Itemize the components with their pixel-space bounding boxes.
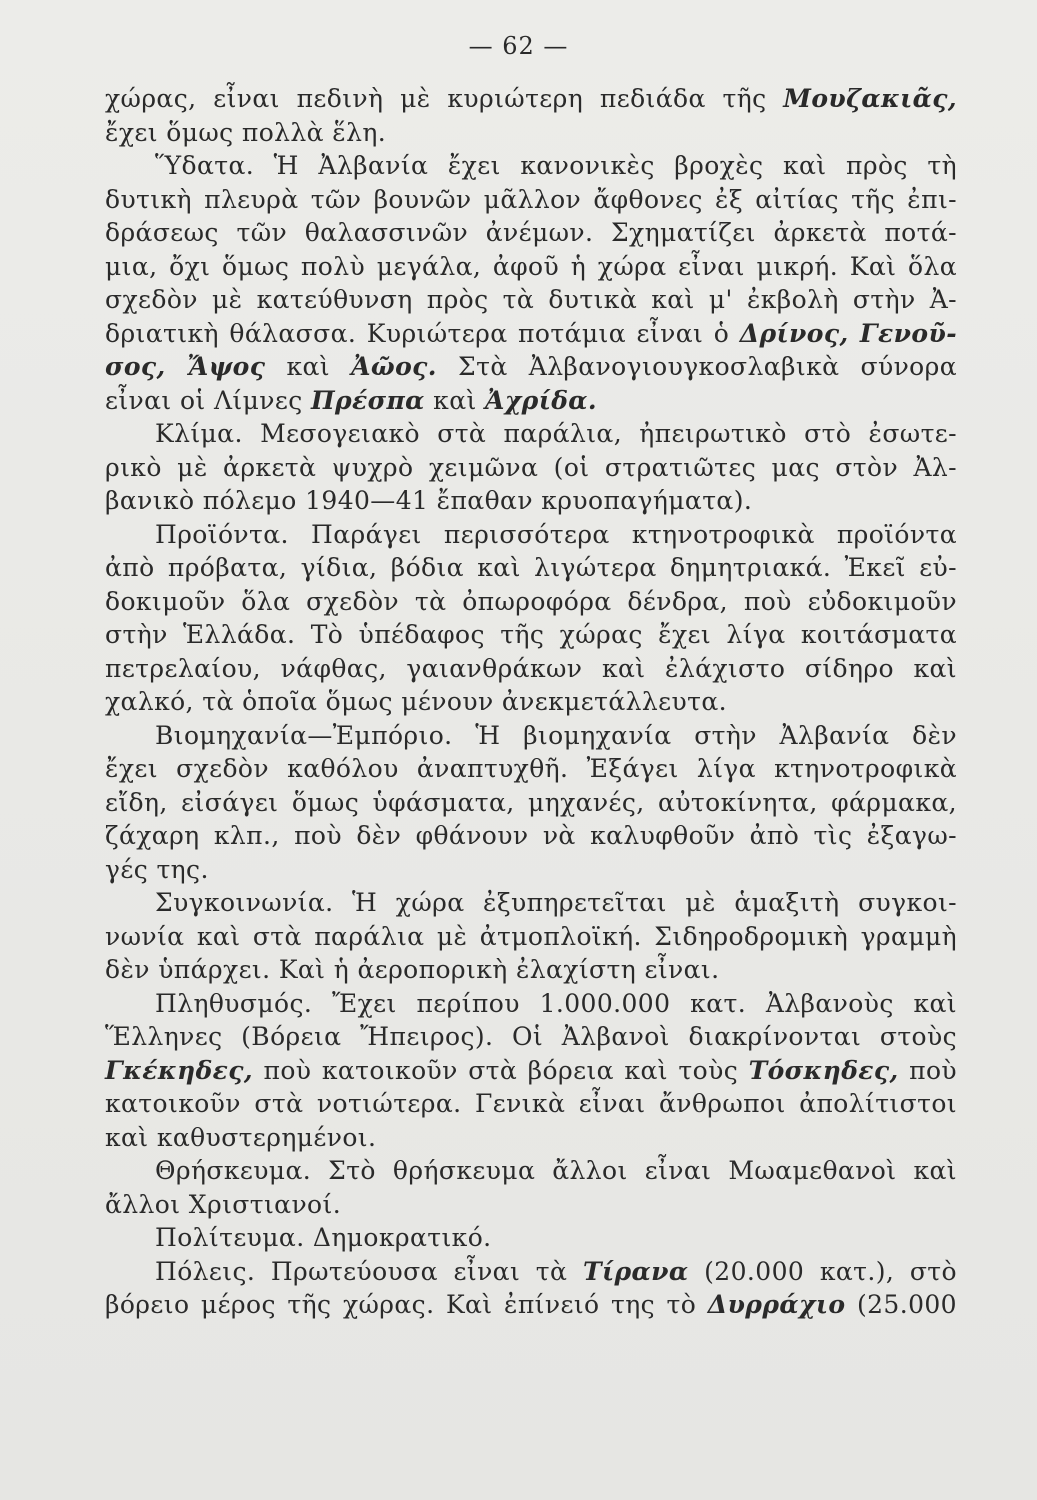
text-run: καὶ [424, 385, 486, 415]
text-line [105, 1154, 957, 1188]
emphasized-term: Δρίνος, Γενοῦ- [739, 318, 957, 348]
text-line [105, 920, 957, 954]
text-run: ποὺ κατοικοῦν στὰ βόρεια καὶ τοὺς [253, 1055, 749, 1085]
emphasized-term: Γκέκηδες, [105, 1055, 253, 1085]
text-line [105, 82, 957, 116]
text-run: καὶ [265, 352, 352, 381]
text-run: Μεσογειακὸ στὰ παράλια, ἠπειρωτικὸ στὸ ἐσωτε- [242, 419, 957, 448]
text-line [105, 518, 957, 552]
text-line [105, 953, 957, 987]
text-run: νωνία καὶ στὰ παράλια μὲ ἀτμοπλοϊκή. Σιδηροδρομικὴ γραμμὴ [105, 921, 957, 951]
text-run: χαλκό, τὰ ὁποῖα ὅμως μένουν ἀνεκμετάλλευτα. [105, 687, 727, 716]
text-run: δριατικὴ θάλασσα. Κυριώτερα ποτάμια εἶναι ὁ [105, 318, 740, 348]
text-run: πετρελαίου, νάφθας, γαιανθράκων καὶ ἐλάχιστο σίδηρο καὶ [105, 653, 957, 683]
text-run: (20.000 κατ.), στὸ [688, 1256, 957, 1286]
text-line [105, 551, 957, 585]
body-text [105, 82, 957, 1322]
text-line [105, 585, 957, 619]
text-line [105, 1087, 957, 1121]
text-line [105, 1255, 957, 1289]
text-run: ἔχει ὅμως πολλὰ ἕλη. [105, 117, 387, 147]
section-heading: Πληθυσμός. [155, 988, 313, 1018]
text-run: καὶ καθυστερημένοι. [105, 1122, 377, 1152]
text-line [105, 1054, 957, 1088]
emphasized-term: σος, Ἄψος [105, 352, 266, 381]
text-run: ποὺ [898, 1055, 957, 1085]
text-line [105, 786, 957, 820]
text-run: γές της. [105, 854, 209, 884]
text-line [105, 116, 957, 150]
text-line [105, 216, 957, 250]
text-run: (25.000 [845, 1290, 957, 1319]
text-line [105, 819, 957, 853]
emphasized-term: Πρέσπα [311, 385, 425, 415]
text-run: μια, ὄχι ὅμως πολὺ μεγάλα, ἀφοῦ ἡ χώρα εἶναι μικρή. Καὶ ὅλα [105, 251, 957, 281]
text-run: ἀπὸ πρόβατα, γίδια, βόδια καὶ λιγώτερα δημητριακά. Ἐκεῖ εὐ- [105, 553, 957, 582]
text-line [105, 250, 957, 284]
emphasized-term: Μουζακιᾶς, [783, 84, 957, 113]
text-run: Ἡ χώρα ἐξυπηρετεῖται μὲ ἁμαξιτὴ συγκοι- [333, 888, 957, 917]
text-run: ἔχει σχεδὸν καθόλου ἀναπτυχθῆ. Ἐξάγει λίγα κτηνοτροφικὰ [105, 754, 957, 783]
page-number: — 62 — [468, 32, 569, 60]
emphasized-term: Ἀχρίδα. [485, 385, 598, 415]
text-run: ζάχαρη κλπ., ποὺ δὲν φθάνουν νὰ καλυφθοῦν ἀπὸ τὶς ἐξαγω- [105, 821, 957, 850]
text-line [105, 987, 957, 1021]
text-line [105, 1020, 957, 1054]
text-run: ρικὸ μὲ ἀρκετὰ ψυχρὸ χειμῶνα (οἱ στρατιῶτες μας στὸν Ἀλ- [105, 452, 957, 482]
text-line [105, 1121, 957, 1155]
text-run: Πρωτεύουσα εἶναι τὰ [255, 1256, 583, 1286]
text-line [105, 417, 957, 451]
text-run: Παράγει περισσότερα κτηνοτροφικὰ προϊόντα [288, 519, 957, 549]
text-line [105, 685, 957, 719]
text-line [105, 886, 957, 920]
text-line [105, 853, 957, 887]
text-run: δράσεως τῶν θαλασσινῶν ἀνέμων. Σχηματίζει ἀρκετὰ ποτά- [105, 218, 957, 247]
text-run: βανικὸ πόλεμο 1940—41 ἔπαθαν κρυοπαγήματα). [105, 486, 753, 515]
text-line [105, 719, 957, 753]
text-line [105, 384, 957, 418]
text-line [105, 652, 957, 686]
text-line [105, 183, 957, 217]
text-line [105, 283, 957, 317]
text-line [105, 752, 957, 786]
text-run: χώρας, εἶναι πεδινὴ μὲ κυριώτερη πεδιάδα τῆς [105, 84, 784, 113]
section-heading: Πόλεις. [155, 1256, 256, 1286]
text-run: σχεδὸν μὲ κατεύθυνση πρὸς τὰ δυτικὰ καὶ μ' ἐκβολὴ στὴν Ἀ- [105, 285, 957, 314]
text-run: εἶναι οἱ Λίμνες [105, 385, 311, 415]
emphasized-term: Δυρράχιο [707, 1290, 846, 1319]
emphasized-term: Τόσκηδες, [748, 1055, 899, 1085]
text-run: στὴν Ἑλλάδα. Τὸ ὑπέδαφος τῆς χώρας ἔχει λίγα κοιτάσματα [105, 620, 957, 649]
text-line [105, 1288, 957, 1322]
emphasized-term: Ἀῶος. [351, 352, 437, 381]
text-run: Ἡ Ἀλβανία ἔχει κανονικὲς βροχὲς καὶ πρὸς τὴ [254, 151, 957, 180]
section-heading: Ὕδατα. [155, 151, 255, 180]
text-run: κατοικοῦν στὰ νοτιώτερα. Γενικὰ εἶναι ἄνθρωποι ἀπολίτιστοι [105, 1089, 957, 1118]
emphasized-term: Τίρανα [582, 1256, 689, 1286]
section-heading: Βιομηχανία—Ἐμπόριο. [155, 720, 453, 750]
text-run: Δημοκρατικό. [304, 1223, 492, 1252]
text-run: Ἔχει περίπου 1.000.000 κατ. Ἀλβανοὺς καὶ [312, 988, 957, 1018]
text-line [105, 1221, 957, 1255]
section-heading: Προϊόντα. [155, 519, 289, 549]
text-run: Στὰ Ἀλβανογιουγκοσλαβικὰ σύνορα [436, 352, 957, 381]
text-line [105, 317, 957, 351]
text-run: δὲν ὑπάρχει. Καὶ ἡ ἀεροπορικὴ ἐλαχίστη εἶναι. [105, 955, 720, 984]
text-line [105, 149, 957, 183]
section-heading: Κλίμα. [155, 419, 243, 448]
text-line [105, 350, 957, 384]
text-run: ἄλλοι Χριστιανοί. [105, 1189, 342, 1219]
section-heading: Θρήσκευμα. [155, 1156, 312, 1185]
text-run: βόρειο μέρος τῆς χώρας. Καὶ ἐπίνειό της τὸ [105, 1290, 708, 1319]
text-run: Ἕλληνες (Βόρεια Ἤπειρος). Οἱ Ἀλβανοὶ διακρίνονται στοὺς [105, 1022, 957, 1051]
text-run: δυτικὴ πλευρὰ τῶν βουνῶν μᾶλλον ἄφθονες ἐξ αἰτίας τῆς ἐπι- [105, 184, 957, 214]
text-run: Στὸ θρήσκευμα ἄλλοι εἶναι Μωαμεθανοὶ καὶ [311, 1156, 957, 1185]
text-line [105, 1188, 957, 1222]
text-run: Ἡ βιομηχανία στὴν Ἀλβανία δὲν [452, 720, 957, 750]
text-run: εἴδη, εἰσάγει ὅμως ὑφάσματα, μηχανές, αὐτοκίνητα, φάρμακα, [105, 787, 957, 817]
section-heading: Πολίτευμα. [155, 1223, 305, 1252]
text-line [105, 451, 957, 485]
text-run: δοκιμοῦν ὅλα σχεδὸν τὰ ὀπωροφόρα δένδρα, ποὺ εὐδοκιμοῦν [105, 586, 957, 616]
text-line [105, 484, 957, 518]
section-heading: Συγκοινωνία. [155, 888, 334, 917]
text-line [105, 618, 957, 652]
